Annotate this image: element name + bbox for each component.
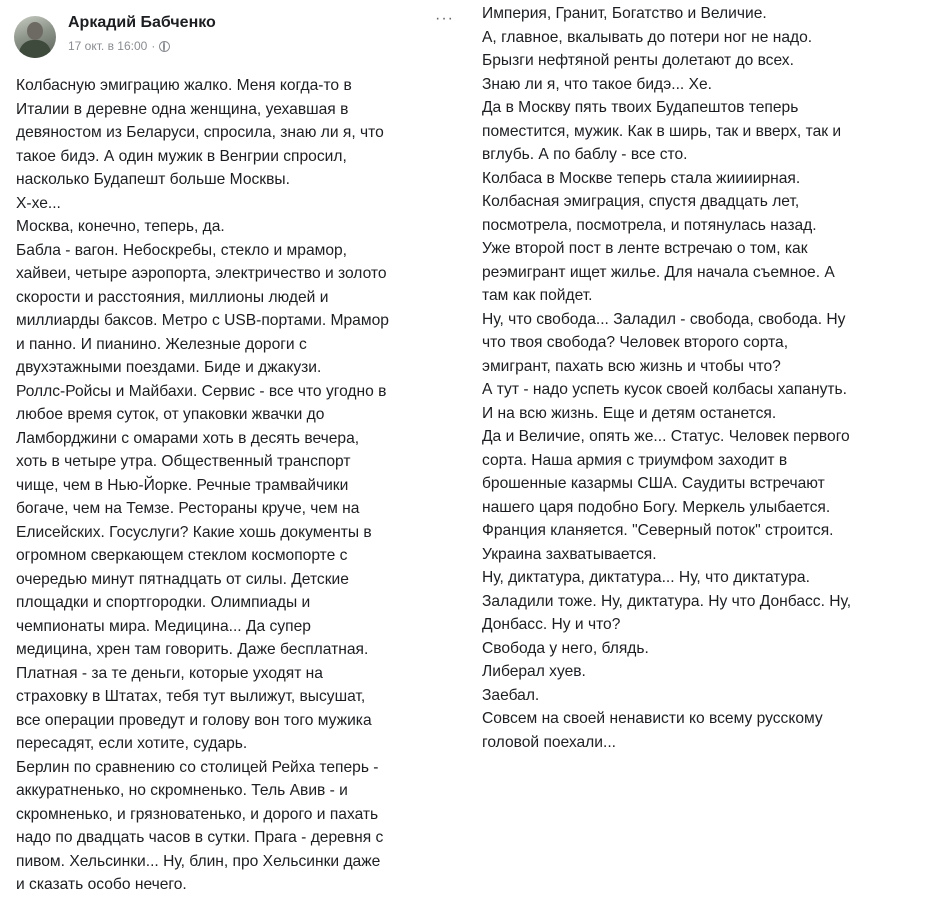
post-text-left: Колбасную эмиграцию жалко. Меня когда-то в Италии в деревне одна женщина, уехавшая в девяностом из Беларуси, спросила, знаю ли я, что такое бидэ. А один мужик в Венгрии спросил, насколько Будапешт больше Москвы. Х-хе... Москва, конечно, теперь, да. Бабла - вагон. Небоскребы, стекло и мрамор, хайвеи, четыре аэропорта, электричество и золото скорости и расстояния, миллионы людей и миллиарды баксов. Метро с USB-портами. Мрамор и панно. И пианино. Железные дороги с двухэтажными поездами. Биде и джакузи. Роллс-Ройсы и Майбахи. Сервис - все что угодно в любое время суток, от упаковки жвачки до Ламборджини с омарами хоть в десять вечера, хоть в четыре утра. Общественный транспорт чище, чем в Нью-Йорке. Речные трамвайчики богаче, чем на Темзе. Рестораны круче, чем на Елисейских. Госуслуги? Какие хошь документы в огромном сверкающем стеклом космопорте с очередью минут пятнадцать от силы. Детские площадки и спортгородки. Олимпиады и чемпионаты мира. Медицина... Да супер медицина, хрен там говорить. Даже бесплатная. Платная - за те деньги, которые уходят на страховку в Штатах, тебя тут вылижут, высушат, все операции проведут и голову вон того мужика пересадят, если хотите, сударь. Берлин по сравнению со столицей Рейха теперь - аккуратненько, но скромненько. Тель Авив - и скромненько, и грязноватенько, и дорого и пахать надо по двадцать часов в сутки. Прага - деревня с пивом. Хельсинки... Ну, блин, про Хельсинки даже и сказать особо нечего. (16, 77, 389, 893)
post-meta (68, 39, 170, 53)
post-header (14, 6, 464, 64)
post-right-column (470, 0, 933, 894)
meta-separator: · (151, 39, 156, 53)
avatar[interactable] (14, 16, 56, 58)
globe-icon[interactable] (159, 41, 170, 52)
post-date[interactable]: 17 окт. в 16:00 (68, 39, 148, 53)
post-text-right: Империя, Гранит, Богатство и Величие. А, главное, вкалывать до потери ног не надо. Брызги нефтяной ренты долетают до всех. Знаю ли я, что такое бидэ... Хе. Да в Москву пять твоих Будапештов теперь поместится, мужик. Как в ширь, так и вверх, так и вглубь. А по баблу - все сто. Колбаса в Москве теперь стала жиииирная. Колбасная эмиграция, спустя двадцать лет, посмотрела, посмотрела, и потянулась назад. Уже второй пост в ленте встречаю о том, как реэмигрант ищет жилье. Для начала съемное. А там как пойдет. Ну, что свобода... Заладил - свобода, свобода. Ну что твоя свобода? Человек второго сорта, эмигрант, пахать всю жизнь и чтобы что? А тут - надо успеть кусок своей колбасы хапануть. И на всю жизнь. Еще и детям останется. Да и Величие, опять же... Статус. Человек первого сорта. Наша армия с триумфом заходит в брошенные казармы США. Саудиты встречают нашего царя подобно Богу. Меркель улыбается. Франция кланяется. "Северный поток" строится. Украина захватывается. Ну, диктатура, диктатура... Ну, что диктатура. Заладили тоже. Ну, диктатура. Ну что Донбасс. Ну, Донбасс. Ну и что? Свобода у него, блядь. Либерал хуев. Заебал. Совсем на своей ненависти ко всему русскому головой поехали... (482, 5, 852, 751)
post-left-column (0, 0, 466, 894)
author-name[interactable]: Аркадий Бабченко (68, 14, 216, 31)
more-options-icon[interactable]: ··· (435, 10, 454, 27)
